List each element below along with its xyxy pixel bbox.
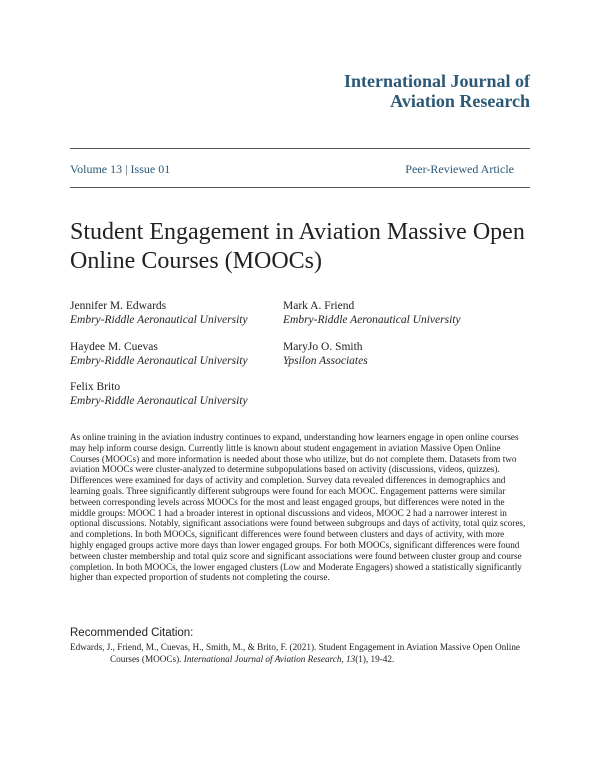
- article-title: [70, 218, 530, 276]
- abstract: As online training in the aviation industry continues to expand, understanding how learners engage in open online courses may help inform course design. Currently little is known about student engagement in aviation Massive Open Online Courses (MOOCs) and more information is needed about those who utilize, but do not complete them. Datasets from two aviation MOOCs were cluster-analyzed to determine subpopulations based on activity (discussions, videos, quizzes). Differences were examined for days of activity and completion. Survey data revealed differences in demographics and learning goals. Three significantly different subgroups were found for each MOOC. Engagement patterns were similar between corresponding levels across MOOCs for the most and least engaged groups, but differences were noted in the middle groups: MOOC 1 had a broader interest in optional discussions and videos, MOOC 2 had a narrower interest in optional discussions. Notably, significant associations were found between subgroups and days of activity, total quiz scores, and completions. In both MOOCs, significant differences were found between clusters and days of activity, with more highly engaged groups active more days than lower engaged groups. For both MOOCs, significant differences were found between cluster membership and total quiz score and significant associations were found between cluster group and course completion. In both MOOCs, the lower engaged clusters (Low and Moderate Engagers) showed a statistically significantly higher than expected proportion of students not completing the course.: [70, 432, 526, 583]
- journal-name: [344, 71, 530, 111]
- author-name: Felix Brito: [70, 381, 121, 393]
- author-name: Jennifer M. Edwards: [70, 300, 167, 312]
- article-type: Peer-Reviewed Article: [405, 162, 514, 176]
- author-block: [70, 299, 248, 327]
- journal-name-line2: Aviation Research: [390, 91, 530, 111]
- author-block: [70, 380, 248, 408]
- journal-name-line1: International Journal of: [343, 71, 530, 91]
- author-affiliation: Ypsilon Associates: [283, 355, 368, 367]
- author-affiliation: Embry-Riddle Aeronautical University: [70, 355, 248, 367]
- issue-info: [70, 162, 530, 176]
- author-block: [70, 340, 248, 368]
- article-title-line2: Online Courses (MOOCs): [70, 248, 322, 274]
- author-affiliation: Embry-Riddle Aeronautical University: [70, 395, 248, 407]
- citation-heading: Recommended Citation:: [70, 627, 194, 639]
- top-divider: [70, 148, 530, 149]
- author-name: Haydee M. Cuevas: [70, 341, 158, 353]
- author-name: MaryJo O. Smith: [283, 341, 363, 353]
- author-block: [283, 340, 368, 368]
- author-name: Mark A. Friend: [283, 300, 355, 312]
- citation: [70, 642, 530, 665]
- citation-journal: International Journal of Aviation Research, 13: [183, 653, 356, 664]
- author-affiliation: Embry-Riddle Aeronautical University: [283, 314, 461, 326]
- citation-text-part2: (1), 19-42.: [355, 653, 395, 664]
- issue-label: Issue 01: [130, 162, 171, 176]
- bottom-divider: [70, 187, 530, 188]
- author-block: [283, 299, 461, 327]
- citation-text-part1: Edwards, J., Friend, M., Cuevas, H., Smith, M., & Brito, F. (2021). Student Engagement in Aviation Massive Open Online Courses (MOOCs).: [70, 642, 521, 664]
- issue-separator: |: [125, 162, 128, 176]
- volume-label: Volume 13: [70, 162, 123, 176]
- author-affiliation: Embry-Riddle Aeronautical University: [70, 314, 248, 326]
- article-title-line1: Student Engagement in Aviation Massive Open: [70, 219, 525, 245]
